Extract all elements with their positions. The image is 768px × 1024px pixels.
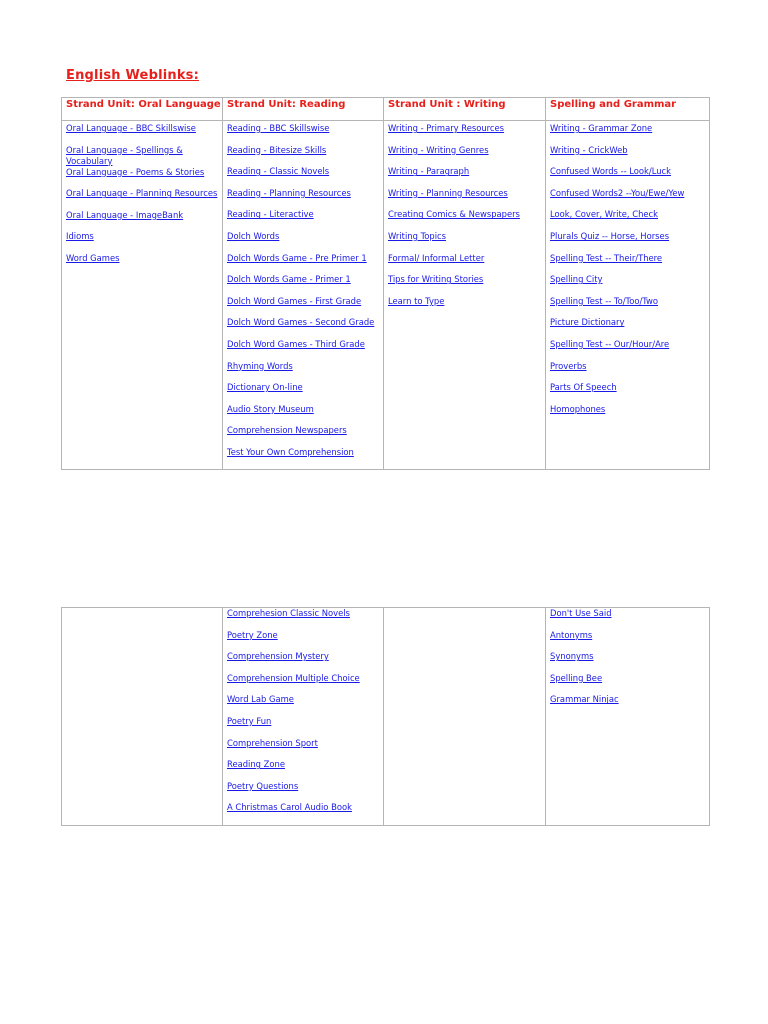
weblink[interactable]: Learn to Type [388, 295, 445, 306]
list-item [388, 253, 541, 264]
weblink[interactable]: Writing - Writing Genres [388, 144, 489, 155]
header-row [62, 98, 710, 121]
list-item [227, 608, 379, 619]
list-item [66, 253, 218, 264]
reading-cell [223, 608, 384, 826]
list-item [227, 188, 379, 199]
oral-language-cell-empty [62, 608, 223, 826]
list-item [388, 231, 541, 242]
list-item [550, 651, 705, 662]
list-item [388, 123, 541, 134]
list-item [227, 123, 379, 134]
weblink[interactable]: Creating Comics & Newspapers [388, 209, 520, 220]
list-item [227, 296, 379, 307]
weblink[interactable]: Confused Words -- Look/Luck [550, 166, 672, 177]
reading-links [227, 123, 379, 458]
page-title: English Weblinks: [66, 68, 200, 83]
oral-language-cell [62, 121, 223, 470]
writing-cell-empty [384, 608, 546, 826]
list-item [550, 145, 705, 156]
weblink[interactable]: Dolch Words Game - Pre Primer 1 [227, 252, 367, 263]
reading-links-continued [227, 608, 379, 813]
list-item [227, 361, 379, 372]
weblink[interactable]: Oral Language - Poems & Stories [66, 166, 205, 177]
weblink[interactable]: Oral Language - Planning Resources [66, 188, 218, 199]
list-item [388, 145, 541, 156]
weblink[interactable]: Spelling City [550, 274, 603, 285]
list-item [66, 210, 218, 221]
writing-cell [384, 121, 546, 470]
weblink[interactable]: Parts Of Speech [550, 382, 617, 393]
weblink[interactable]: Dolch Words Game - Primer 1 [227, 274, 351, 285]
weblink[interactable]: Synonyms [550, 651, 594, 662]
list-item [227, 339, 379, 350]
weblink[interactable]: Reading - BBC Skillswise [227, 123, 330, 133]
weblink[interactable]: Word Games [66, 252, 120, 263]
weblink[interactable]: Don't Use Said [550, 608, 612, 618]
list-item [227, 425, 379, 436]
weblink[interactable]: Spelling Test -- Their/There [550, 252, 663, 263]
list-item [388, 274, 541, 285]
table-row [62, 121, 710, 470]
list-item [550, 317, 705, 328]
reading-cell [223, 121, 384, 470]
list-item [388, 188, 541, 199]
list-item [66, 167, 218, 178]
list-item [227, 802, 379, 813]
weblink[interactable]: Poetry Questions [227, 780, 299, 791]
weblink[interactable]: Dictionary On-line [227, 382, 303, 393]
weblink[interactable]: Word Lab Game [227, 694, 294, 705]
weblink[interactable]: Dolch Word Games - Second Grade [227, 317, 375, 328]
weblink[interactable]: Formal/ Informal Letter [388, 252, 485, 263]
weblink[interactable]: Homophones [550, 403, 606, 414]
weblink[interactable]: Look, Cover, Write, Check [550, 209, 658, 220]
weblink[interactable]: Poetry Fun [227, 715, 272, 726]
weblink[interactable]: Dolch Word Games - Third Grade [227, 338, 365, 349]
list-item [227, 673, 379, 684]
list-item [550, 404, 705, 415]
list-item [227, 274, 379, 285]
oral-language-links [66, 123, 218, 264]
weblink[interactable]: Confused Words2 --You/Ewe/Yew [550, 187, 685, 198]
list-item [550, 231, 705, 242]
list-item [66, 231, 218, 242]
list-item [227, 738, 379, 749]
list-item [550, 339, 705, 350]
list-item [550, 608, 705, 619]
weblink[interactable]: Test Your Own Comprehension [227, 446, 354, 457]
list-item [227, 630, 379, 641]
weblink[interactable]: Picture Dictionary [550, 317, 625, 328]
list-item [550, 361, 705, 372]
weblink[interactable]: Reading Zone [227, 759, 285, 770]
weblink[interactable]: Reading - Planning Resources [227, 187, 351, 198]
list-item [550, 209, 705, 220]
list-item [550, 382, 705, 393]
weblink[interactable]: A Christmas Carol Audio Book [227, 802, 352, 813]
list-item [550, 274, 705, 285]
weblink[interactable]: Grammar Ninjac [550, 694, 619, 705]
list-item [227, 253, 379, 264]
list-item [227, 694, 379, 705]
list-item [227, 145, 379, 156]
header-spelling-grammar: Spelling and Grammar [546, 98, 710, 121]
spelling-grammar-links-continued [550, 608, 705, 705]
list-item [550, 673, 705, 684]
list-item [550, 188, 705, 199]
list-item [550, 694, 705, 705]
list-item [227, 447, 379, 458]
weblink[interactable]: Comprehension Multiple Choice [227, 672, 360, 683]
table-row [62, 608, 710, 826]
list-item [550, 630, 705, 641]
weblinks-table-continued [61, 607, 710, 826]
list-item [66, 188, 218, 199]
list-item [227, 231, 379, 242]
list-item [550, 253, 705, 264]
weblink[interactable]: Reading - Literactive [227, 209, 314, 220]
list-item [227, 404, 379, 415]
weblink[interactable]: Dolch Words [227, 230, 280, 241]
list-item [388, 296, 541, 307]
weblink[interactable]: Antonyms [550, 629, 593, 640]
weblink[interactable]: Spelling Bee [550, 672, 603, 683]
list-item [550, 296, 705, 307]
weblink[interactable]: Writing - CrickWeb [550, 144, 628, 155]
header-writing: Strand Unit : Writing [384, 98, 546, 121]
weblink[interactable]: Reading - Classic Novels [227, 166, 330, 177]
weblink[interactable]: Audio Story Museum [227, 403, 314, 414]
weblink[interactable]: Oral Language - Spellings & Vocabulary [66, 144, 183, 166]
weblink[interactable]: Idioms [66, 231, 94, 242]
weblink[interactable]: Oral Language - ImageBank [66, 209, 184, 220]
weblink[interactable]: Poetry Zone [227, 629, 278, 640]
weblink[interactable]: Spelling Test -- To/Too/Two [550, 295, 659, 306]
list-item [227, 209, 379, 220]
weblink[interactable]: Comprehension Sport [227, 737, 318, 748]
list-item [227, 317, 379, 328]
weblinks-table [61, 97, 710, 470]
list-item [227, 781, 379, 792]
weblink[interactable]: Writing - Primary Resources [388, 123, 505, 133]
weblink[interactable]: Dolch Word Games - First Grade [227, 295, 362, 306]
list-item [388, 166, 541, 177]
list-item [550, 123, 705, 134]
list-item [66, 145, 218, 167]
weblink[interactable]: Comprehension Mystery [227, 651, 329, 662]
spelling-grammar-cell [546, 121, 710, 470]
weblink[interactable]: Tips for Writing Stories [388, 274, 484, 285]
writing-links [388, 123, 541, 307]
weblink[interactable]: Comprehension Newspapers [227, 425, 347, 436]
list-item [66, 123, 218, 134]
header-reading: Strand Unit: Reading [223, 98, 384, 121]
list-item [388, 209, 541, 220]
list-item [550, 166, 705, 177]
weblink[interactable]: Plurals Quiz -- Horse, Horses [550, 230, 670, 241]
list-item [227, 651, 379, 662]
weblink[interactable]: Writing - Paragraph [388, 166, 470, 177]
weblink[interactable]: Writing - Planning Resources [388, 187, 508, 198]
weblink[interactable]: Proverbs [550, 360, 587, 371]
spelling-grammar-links [550, 123, 705, 415]
spelling-grammar-cell [546, 608, 710, 826]
weblink[interactable]: Spelling Test -- Our/Hour/Are [550, 338, 670, 349]
weblink[interactable]: Oral Language - BBC Skillswise [66, 123, 196, 133]
list-item [227, 382, 379, 393]
list-item [227, 759, 379, 770]
weblink[interactable]: Writing Topics [388, 230, 446, 241]
weblink[interactable]: Writing - Grammar Zone [550, 123, 653, 133]
weblink[interactable]: Reading - Bitesize Skills [227, 144, 327, 155]
weblink[interactable]: Rhyming Words [227, 360, 293, 371]
header-oral-language: Strand Unit: Oral Language [62, 98, 223, 121]
list-item [227, 166, 379, 177]
weblink[interactable]: Comprehesion Classic Novels [227, 608, 350, 618]
list-item [227, 716, 379, 727]
